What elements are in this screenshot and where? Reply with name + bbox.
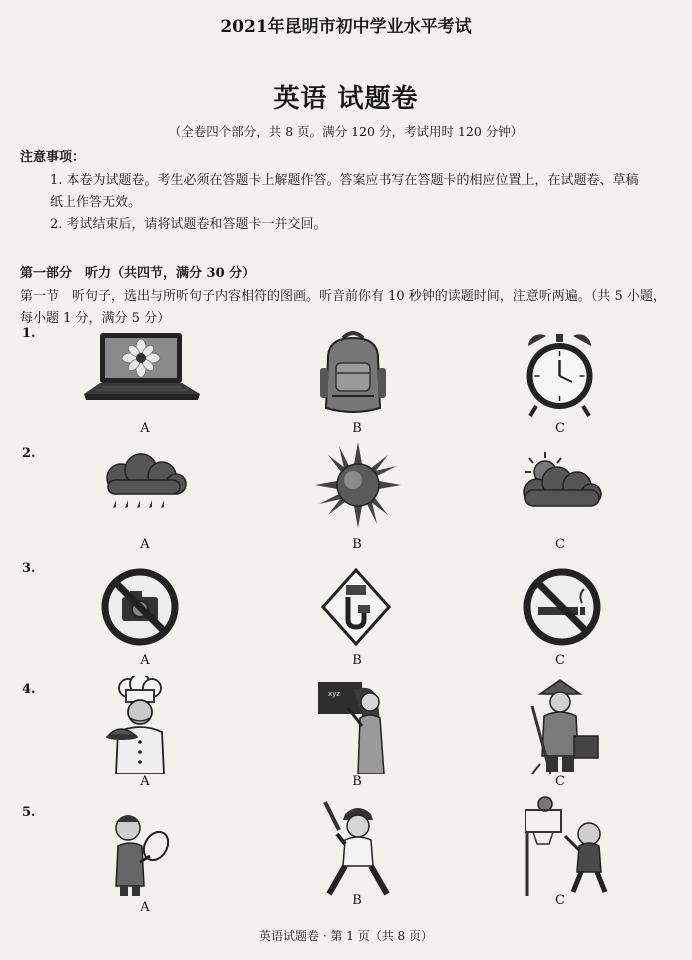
sun-icon — [315, 442, 401, 532]
option-label: A — [140, 537, 150, 552]
option-label: B — [352, 774, 362, 789]
option-label: C — [555, 537, 565, 552]
option-label: B — [352, 421, 362, 436]
option-label: B — [352, 653, 362, 668]
question-number: 3. — [22, 561, 36, 576]
option-label: C — [555, 893, 565, 908]
alarm-clock-icon — [522, 330, 597, 422]
section1-instructions: 第一节 听句子，选出与所听句子内容相符的图画。听音前你有 10 秒钟的读题时间，注意听两遍。（共 5 小题，每小题 1 分，满分 5 分） — [20, 289, 666, 326]
farmer-icon — [520, 676, 600, 778]
option-label: C — [555, 774, 565, 789]
svg-text:xyz: xyz — [328, 690, 340, 698]
recycle-symbol-icon — [320, 567, 392, 651]
option-label: A — [140, 900, 150, 915]
laptop-icon — [80, 330, 205, 414]
note-2: 2. 考试结束后，请将试题卷和答题卡一并交回。 — [50, 217, 327, 232]
question-number: 1. — [22, 326, 36, 341]
question-number: 2. — [22, 446, 36, 461]
teacher-icon — [318, 676, 390, 778]
basketball-player-icon — [525, 796, 615, 900]
option-label: C — [555, 421, 565, 436]
option-label: C — [555, 653, 565, 668]
question-number: 4. — [22, 682, 36, 697]
notes-heading: 注意事项： — [20, 150, 86, 165]
partly-cloudy-icon — [517, 452, 603, 516]
no-smoking-icon — [522, 567, 602, 651]
backpack-icon — [318, 328, 388, 422]
baseball-player-icon — [315, 800, 401, 904]
part1-title: 第一部分 听力（共四节，满分 30 分） — [20, 266, 256, 281]
rain-cloud-icon — [96, 452, 191, 518]
note-1: 1. 本卷为试题卷。考生必须在答题卡上解题作答。答案应书写在答题卡的相应位置上，在试题卷、草稿纸上作答无效。 — [50, 173, 639, 210]
exam-info: （全卷四个部分，共 8 页。满分 120 分，考试用时 120 分钟） — [168, 124, 524, 139]
tennis-player-icon — [100, 806, 180, 902]
option-label: A — [140, 774, 150, 789]
option-label: B — [352, 537, 362, 552]
option-label: A — [140, 421, 150, 436]
chef-icon — [100, 676, 180, 778]
paper-subtitle: 英语 试题卷 — [273, 84, 419, 114]
question-number: 5. — [22, 805, 36, 820]
no-photography-icon — [100, 567, 180, 651]
page-footer: 英语试题卷 · 第 1 页（共 8 页） — [259, 929, 433, 943]
option-label: A — [140, 653, 150, 668]
exam-title: 2021年昆明市初中学业水平考试 — [220, 17, 472, 37]
option-label: B — [352, 893, 362, 908]
